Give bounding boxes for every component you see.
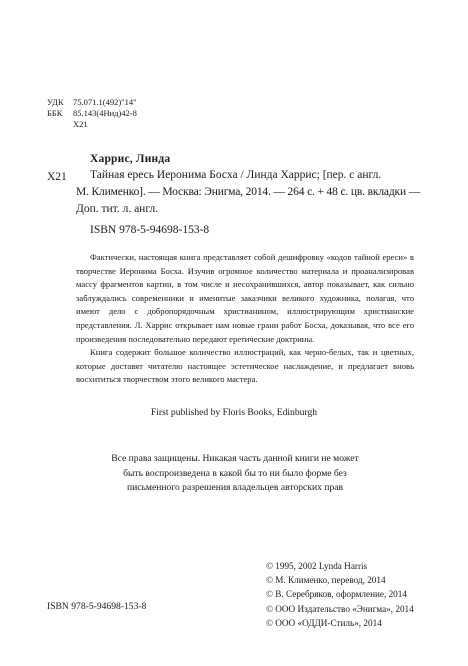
bbk-label: ББК bbox=[47, 108, 63, 118]
copyright-line: © В. Серебряков, оформление, 2014 bbox=[266, 589, 407, 600]
catalog-line-2: М. Клименко]. — Москва: Энигма, 2014. — 264 с. + 48 с. цв. вкладки — bbox=[76, 186, 421, 198]
annotation-paragraph-1: Фактически, настоящая книга представляет собой дешифровку «кодов тайной ереси» в творчестве Иеронима Босха. Изучив огромное количество материала и проанализировав массу фрагментов картин, в том числе и несохранившихся, автор показывает, как сильно заблуждались современники и именитые заказчики великого художника, полагая, что имеют дело с добропорядочным христианином, иллюстрирующим христианские представления. Л. Харрис открывает нам новые грани работ Босха, доказывая, что все его произведения последовательно передают еретические доктрины. bbox=[76, 252, 414, 344]
cutter-code: Х21 bbox=[47, 171, 67, 183]
copyright-line: © М. Клименко, перевод, 2014 bbox=[266, 575, 386, 586]
copyright-line: © 1995, 2002 Lynda Harris bbox=[266, 561, 368, 571]
bbk-value: 85.143(4Нид)42-8 bbox=[73, 108, 137, 118]
rights-line-1: Все права защищены. Никакая часть данной книги не может bbox=[111, 453, 359, 464]
copyright-list bbox=[266, 559, 414, 630]
rights-line-3: письменного разрешения владельцев авторских прав bbox=[126, 482, 344, 493]
udk-value: 75.071.1(492)"14" bbox=[73, 97, 137, 107]
copyright-line: © ООО «ОДДИ-Стиль», 2014 bbox=[266, 617, 382, 628]
rights-notice bbox=[70, 452, 400, 496]
first-published: First published by Floris Books, Edinburgh bbox=[150, 407, 318, 418]
isbn-catalog: ISBN 978-5-94698-153-8 bbox=[90, 224, 210, 236]
rights-line-2: быть воспроизведена в какой бы то ни было форме без bbox=[123, 467, 347, 479]
author-heading: Харрис, Линда bbox=[90, 153, 171, 165]
udk-label: УДК bbox=[47, 97, 64, 107]
cutter-code-top: Х21 bbox=[73, 119, 88, 129]
annotation bbox=[76, 251, 414, 387]
isbn-footer: ISBN 978-5-94698-153-8 bbox=[47, 601, 147, 612]
annotation-paragraph-2: Книга содержит большое количество иллюстраций, как черно-белых, так и цветных, которые доставят читателю настоящее эстетическое наслаждение, и предлагает вновь восхититься творчеством этого великого мастера. bbox=[76, 347, 414, 385]
catalog-line-1: Тайная ересь Иеронима Босха / Линда Харрис; [пер. с англ. bbox=[90, 169, 382, 181]
catalog-line-3: Доп. тит. л. англ. bbox=[76, 203, 159, 215]
copyright-line: © ООО Издательство «Энигма», 2014 bbox=[266, 603, 414, 614]
